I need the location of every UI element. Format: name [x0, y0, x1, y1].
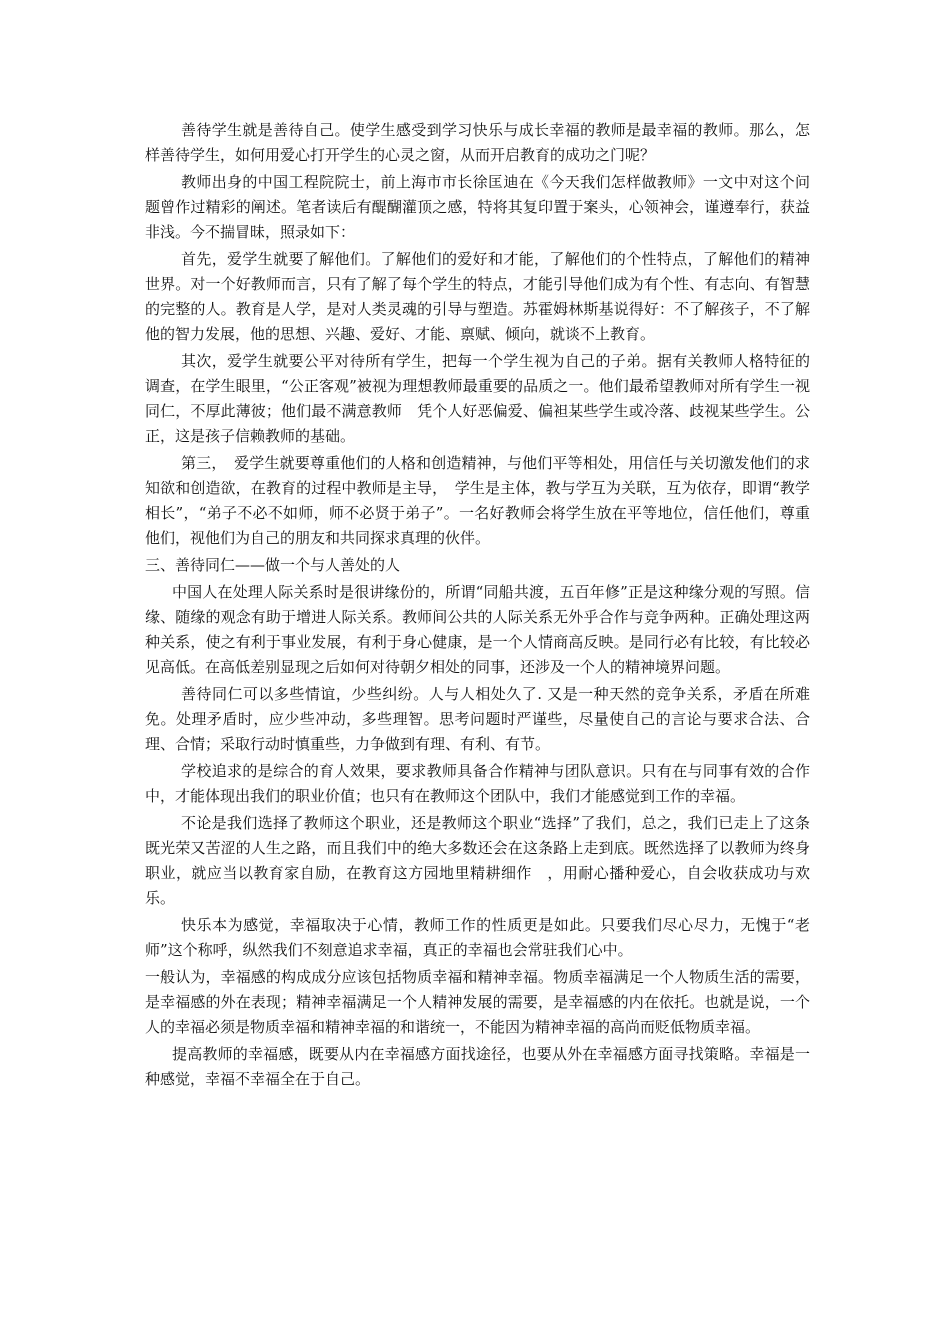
paragraph-12: 提高教师的幸福感，既要从内在幸福感方面找途径，也要从外在幸福感方面寻找策略。幸福是一种感觉，幸福不幸福全在于自己。	[145, 1045, 810, 1088]
paragraph-4: 其次，爱学生就要公平对待所有学生，把每一个学生视为自己的子弟。据有关教师人格特征的调查，在学生眼里，“公正客观”被视为理想教师最重要的品质之一。他们最希望教师对所有学生一视同仁，不厚此薄彼；他们最不满意教师 凭个人好恶偏爱、偏袒某些学生或冷落、歧视某些学生。公正，这是孩子信赖教师的基础。	[145, 352, 810, 445]
paragraph-2: 教师出身的中国工程院院士，前上海市市长徐匡迪在《今天我们怎样做教师》一文中对这个问题曾作过精彩的阐述。笔者读后有醍醐灌顶之感，特将其复印置于案头，心领神会，谨遵奉行，获益非浅。今不揣冒昧，照录如下：	[145, 173, 810, 241]
paragraph-10: 快乐本为感觉，幸福取决于心情，教师工作的性质更是如此。只要我们尽心尽力，无愧于“老师”这个称呼，纵然我们不刻意追求幸福，真正的幸福也会常驻我们心中。	[145, 916, 810, 959]
paragraph-3: 首先，爱学生就要了解他们。了解他们的爱好和才能，了解他们的个性特点，了解他们的精神世界。对一个好教师而言，只有了解了每个学生的特点，才能引导他们成为有个性、有志向、有智慧的完整的人。教育是人学，是对人类灵魂的引导与塑造。苏霍姆林斯基说得好：不了解孩子，不了解他的智力发展，他的思想、兴趣、爱好、才能、禀赋、倾向，就谈不上教育。	[145, 250, 810, 343]
paragraph-11: 一般认为，幸福感的构成成分应该包括物质幸福和精神幸福。物质幸福满足一个人物质生活的需要，是幸福感的外在表现；精神幸福满足一个人精神发展的需要，是幸福感的内在依托。也就是说，一个人的幸福必须是物质幸福和精神幸福的和谐统一，不能因为精神幸福的高尚而贬低物质幸福。	[145, 968, 810, 1036]
paragraph-8: 学校追求的是综合的育人效果，要求教师具备合作精神与团队意识。只有在与同事有效的合作中，才能体现出我们的职业价值；也只有在教师这个团队中，我们才能感觉到工作的幸福。	[145, 762, 810, 805]
section-heading: 三、善待同仁——做一个与人善处的人	[145, 556, 401, 574]
document-body	[145, 118, 810, 1094]
paragraph-5: 第三， 爱学生就要尊重他们的人格和创造精神，与他们平等相处，用信任与关切激发他们的求知欲和创造欲，在教育的过程中教师是主导， 学生是主体，教与学互为关联，互为依存，即谓“教学相长”，“弟子不必不如师，师不必贤于弟子”。一名好教师会将学生放在平等地位，信任他们，尊重他们，视他们为自己的朋友和共同探求真理的伙伴。	[145, 454, 810, 547]
paragraph-1: 善待学生就是善待自己。使学生感受到学习快乐与成长幸福的教师是最幸福的教师。那么，怎样善待学生，如何用爱心打开学生的心灵之窗，从而开启教育的成功之门呢？	[145, 121, 810, 164]
paragraph-7: 善待同仁可以多些情谊，少些纠纷。人与人相处久了. 又是一种天然的竞争关系，矛盾在所难免。处理矛盾时，应少些冲动，多些理智。思考问题时严谨些，尽量使自己的言论与要求合法、合理、合情；采取行动时慎重些，力争做到有理、有利、有节。	[145, 685, 810, 753]
paragraph-9: 不论是我们选择了教师这个职业，还是教师这个职业“选择”了我们，总之，我们已走上了这条既光荣又苦涩的人生之路，而且我们中的绝大多数还会在这条路上走到底。既然选择了以教师为终身职业，就应当以教育家自励，在教育这方园地里精耕细作 ，用耐心播种爱心，自会收获成功与欢乐。	[145, 814, 810, 907]
paragraph-6: 中国人在处理人际关系时是很讲缘份的，所谓“同船共渡，五百年修”正是这种缘分观的写照。信缘、随缘的观念有助于增进人际关系。教师间公共的人际关系无外乎合作与竞争两种。正确处理这两种关系，使之有利于事业发展，有利于身心健康，是一个人情商高反映。是同行必有比较，有比较必见高低。在高低差别显现之后如何对待朝夕相处的同事，还涉及一个人的精神境界问题。	[145, 583, 810, 676]
